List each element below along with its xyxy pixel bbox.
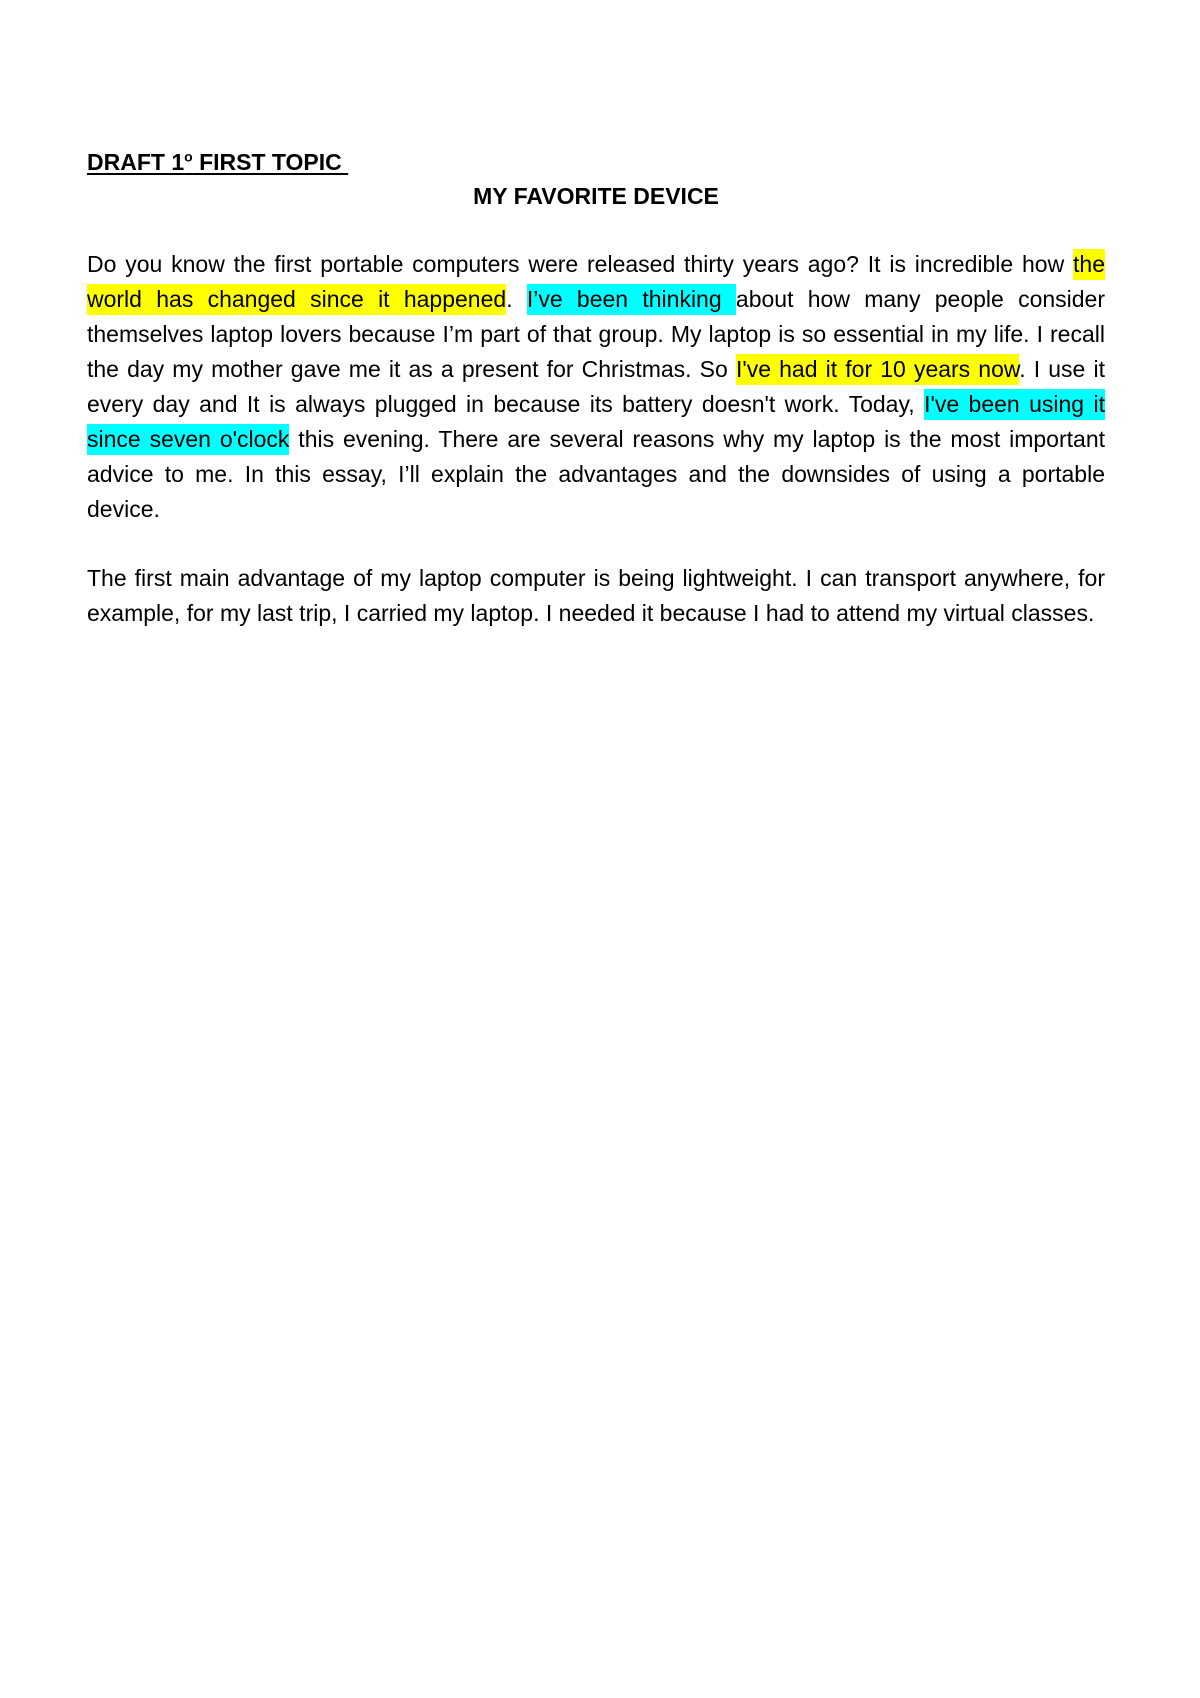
paragraph-text: about how many people consider themselves laptop lovers because I’m part of that group. My laptop is so essential in my life. I recall the day my mother gave me it as a present for Christmas. So bbox=[87, 286, 1106, 382]
paragraph-text: this evening. There are several reasons why my laptop is the most important advice to me. In this essay, I’ll explain the advantages and the downsides of using a portable device. bbox=[87, 426, 1105, 522]
cyan-highlight: I've been using it since seven o'clock bbox=[87, 389, 1105, 455]
paragraph-text: Do you know the first portable computers were released thirty years ago? It is incredible how bbox=[87, 251, 1074, 277]
document-title: MY FAVORITE DEVICE bbox=[473, 183, 719, 209]
draft-heading-prefix: DRAFT 1 bbox=[87, 149, 185, 175]
paragraph-text: . I use it every day and It is always plugged in because its battery doesn't work. Today, bbox=[87, 356, 1105, 417]
draft-heading bbox=[87, 145, 1105, 179]
paragraph-text: . bbox=[506, 286, 527, 312]
paragraph-intro bbox=[87, 247, 1105, 527]
draft-heading-suffix: FIRST TOPIC bbox=[192, 149, 349, 175]
yellow-highlight: I've had it for 10 years now bbox=[736, 354, 1019, 385]
draft-heading-superscript: o bbox=[184, 148, 193, 165]
paragraph-advantage: The first main advantage of my laptop computer is being lightweight. I can transport anywhere, for example, for my last trip, I carried my laptop. I needed it because I had to attend my virtual classes. bbox=[87, 565, 1105, 626]
yellow-highlight: the world has changed since it happened bbox=[87, 249, 1105, 315]
cyan-highlight: I’ve been thinking bbox=[527, 284, 736, 315]
document-body bbox=[87, 145, 1105, 631]
